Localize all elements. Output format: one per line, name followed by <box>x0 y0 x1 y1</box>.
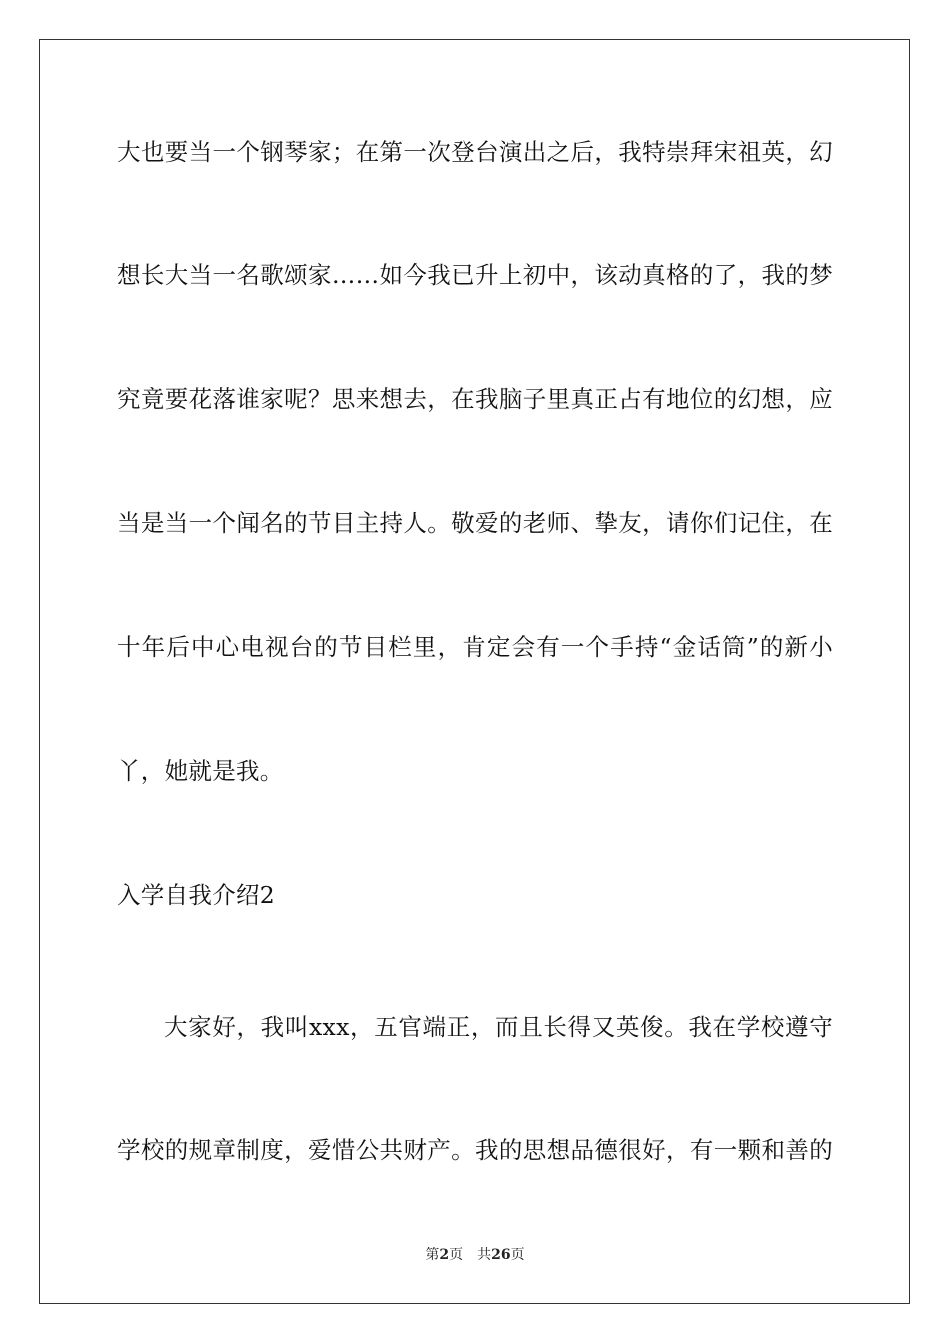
section-heading: 入学自我介绍2 <box>117 881 276 909</box>
body-line-5: 十年后中心电视台的节目栏里，肯定会有一个手持“金话筒”的新小 <box>117 633 833 661</box>
page-prefix: 第 <box>425 1247 440 1263</box>
current-page-number: 2 <box>439 1247 450 1263</box>
total-page-count: 26 <box>491 1247 511 1263</box>
body-line-2: 想长大当一名歌颂家……如今我已升上初中，该动真格的了，我的梦 <box>117 261 833 289</box>
page-footer <box>0 1246 950 1264</box>
body-line-4: 当是当一个闻名的节目主持人。敬爱的老师、挚友，请你们记住，在 <box>117 509 833 537</box>
body-line-6: 丫，她就是我。 <box>117 757 284 785</box>
paragraph2-line-2: 学校的规章制度，爱惜公共财产。我的思想品德很好，有一颗和善的 <box>117 1136 833 1164</box>
total-suffix: 页 <box>510 1247 525 1263</box>
body-line-3: 究竟要花落谁家呢？思来想去，在我脑子里真正占有地位的幻想，应 <box>117 385 833 413</box>
paragraph2-line-1: 大家好，我叫xxx，五官端正，而且长得又英俊。我在学校遵守 <box>164 1013 833 1041</box>
page-suffix: 页 <box>449 1247 464 1263</box>
total-prefix: 共 <box>477 1247 492 1263</box>
page-border <box>39 39 910 1304</box>
body-line-1: 大也要当一个钢琴家；在第一次登台演出之后，我特崇拜宋祖英，幻 <box>117 138 833 166</box>
